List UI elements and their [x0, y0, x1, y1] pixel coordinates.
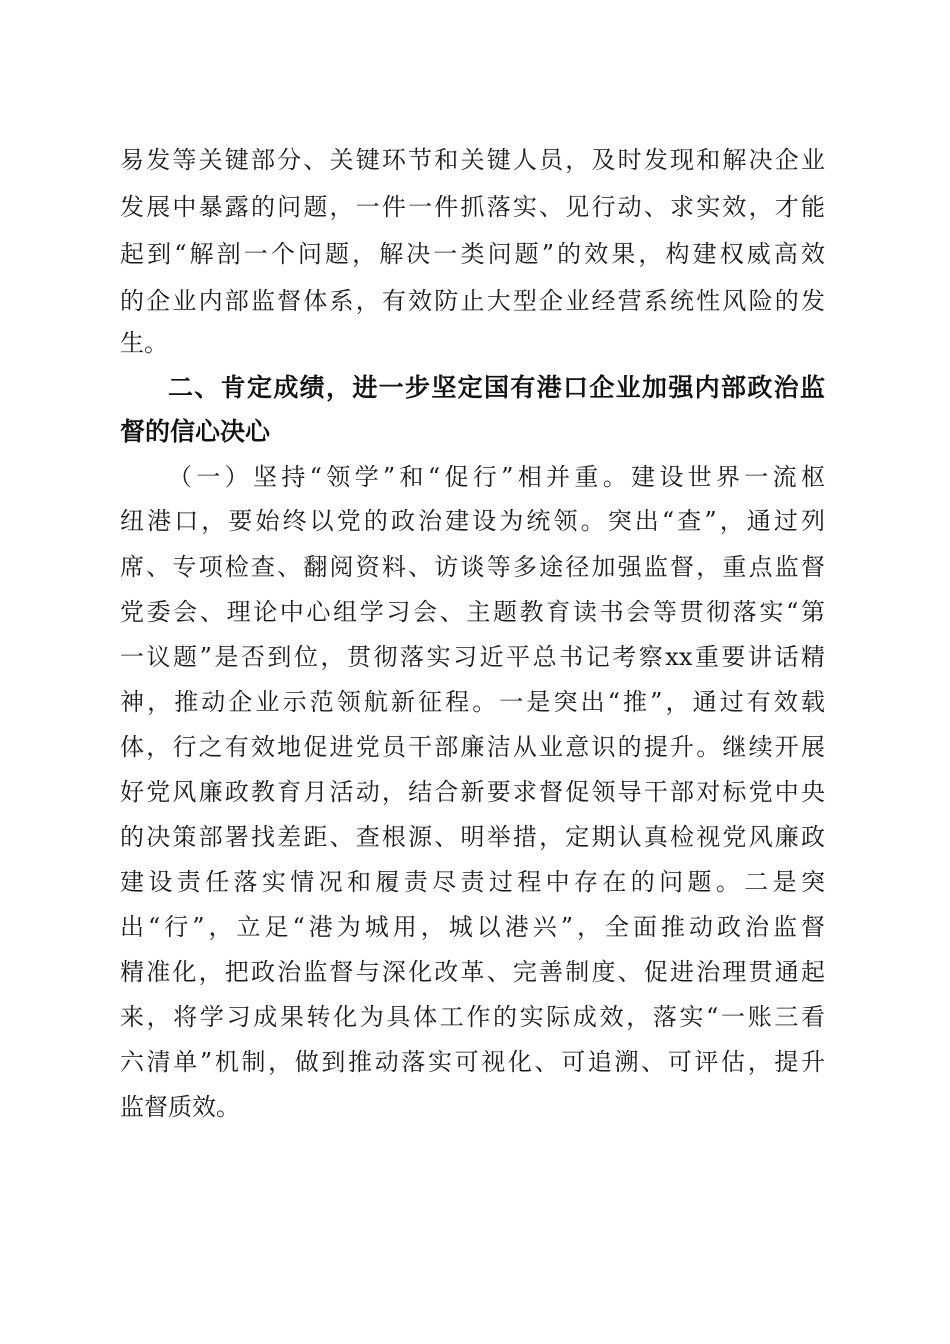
paragraph-line: 纽港口，要始终以党的政治建设为统领。突出“查”，通过列	[120, 507, 825, 535]
paragraph-line: 的决策部署找差距、查根源、明举措，定期认真检视党风廉政	[120, 823, 825, 851]
paragraph-line: 起到“解剖一个问题，解决一类问题”的效果，构建权威高效	[120, 240, 825, 268]
paragraph-line: 好党风廉政教育月活动，结合新要求督促领导干部对标党中央	[120, 778, 825, 806]
paragraph-line: 党委会、理论中心组学习会、主题教育读书会等贯彻落实“第	[120, 598, 825, 626]
paragraph-line: （一）坚持“领学”和“促行”相并重。建设世界一流枢	[168, 463, 825, 491]
paragraph-line: 出“行”，立足“港为城用，城以港兴”，全面推动政治监督	[120, 913, 825, 941]
paragraph-line: 神，推动企业示范领航新征程。一是突出“推”，通过有效载	[120, 688, 825, 716]
paragraph-line: 的企业内部监督体系，有效防止大型企业经营系统性风险的发	[120, 287, 825, 315]
paragraph-line: 来，将学习成果转化为具体工作的实际成效，落实“一账三看	[120, 1003, 825, 1031]
paragraph-line: 体，行之有效地促进党员干部廉洁从业意识的提升。继续开展	[120, 733, 825, 761]
paragraph-line: 精准化，把政治监督与深化改革、完善制度、促进治理贯通起	[120, 958, 825, 986]
section-heading: 督的信心决心	[120, 417, 271, 446]
paragraph-line: 发展中暴露的问题，一件一件抓落实、见行动、求实效，才能	[120, 193, 825, 221]
section-heading: 二、肯定成绩，进一步坚定国有港口企业加强内部政治监	[168, 373, 825, 402]
paragraph-line: 生。	[120, 329, 168, 357]
paragraph-line: 建设责任落实情况和履责尽责过程中存在的问题。二是突	[120, 868, 825, 896]
paragraph-line: 易发等关键部分、关键环节和关键人员，及时发现和解决企业	[120, 146, 825, 174]
paragraph-line: 监督质效。	[120, 1093, 240, 1121]
paragraph-line: 席、专项检查、翻阅资料、访谈等多途径加强监督，重点监督	[120, 553, 825, 581]
paragraph-line: 六清单”机制，做到推动落实可视化、可追溯、可评估，提升	[120, 1048, 825, 1076]
paragraph-line: 一议题”是否到位，贯彻落实习近平总书记考察xx重要讲话精	[120, 643, 825, 671]
